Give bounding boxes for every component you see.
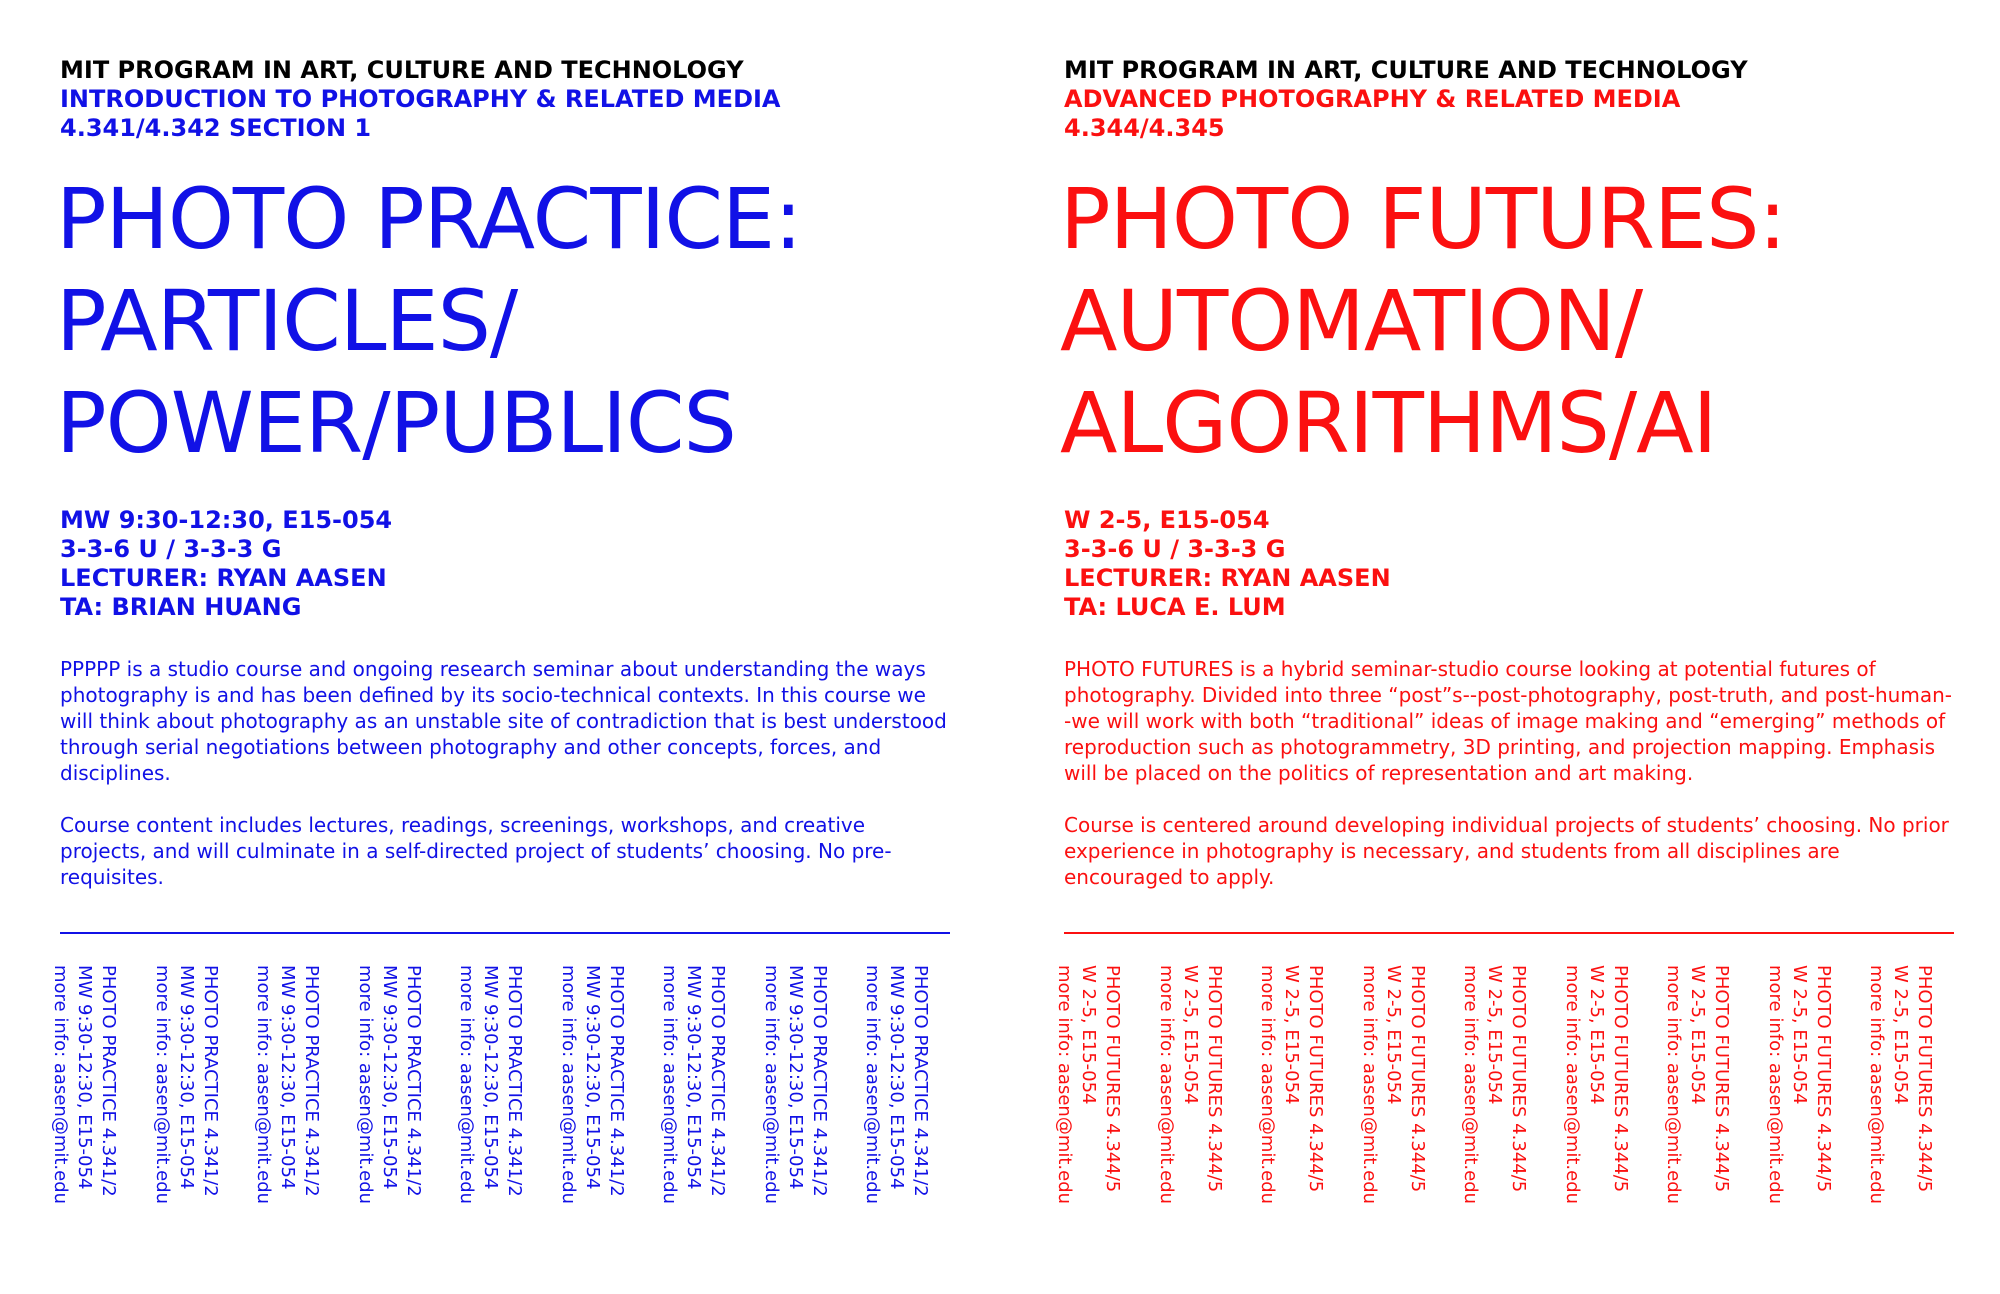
strip-line: more info: aasen@mit.edu <box>1764 965 1786 1205</box>
tear-off-strip <box>1460 965 1530 1265</box>
title-line: AUTOMATION/ <box>1060 272 1643 370</box>
strip-text <box>1763 965 1835 1204</box>
strip-line: PHOTO FUTURES 4.344/5 <box>1609 965 1631 1193</box>
strip-text <box>48 965 120 1204</box>
strip-line: MW 9:30-12:30, E15-054 <box>480 965 501 1190</box>
strip-line: W 2-5, E15-054 <box>1890 965 1911 1105</box>
strip-line: PHOTO FUTURES 4.344/5 <box>1305 965 1326 1193</box>
strip-line: PHOTO PRACTICE 4.341/2 <box>402 965 424 1197</box>
lecturer: LECTURER: RYAN AASEN <box>1064 564 1391 592</box>
tear-off-strip <box>1866 965 1936 1265</box>
strip-text <box>759 965 831 1204</box>
schedule: W 2-5, E15-054 <box>1064 506 1270 534</box>
tear-off-strip <box>1663 965 1733 1265</box>
units: 3-3-6 U / 3-3-3 G <box>1064 535 1286 563</box>
strip-text <box>860 965 932 1204</box>
course-number: 4.341/4.342 SECTION 1 <box>60 114 372 142</box>
header <box>60 56 960 143</box>
strip-line: PHOTO FUTURES 4.344/5 <box>1203 965 1225 1193</box>
program-name: MIT PROGRAM IN ART, CULTURE AND TECHNOLOGY <box>1064 56 1748 84</box>
teaching-assistant: TA: BRIAN HUANG <box>60 593 302 621</box>
strip-line: PHOTO PRACTICE 4.341/2 <box>199 965 221 1197</box>
strip-text <box>251 965 323 1204</box>
strip-text <box>556 965 628 1204</box>
strip-line: more info: aasen@mit.edu <box>862 965 883 1205</box>
strip-line: MW 9:30-12:30, E15-054 <box>378 965 400 1190</box>
strip-line: MW 9:30-12:30, E15-054 <box>74 965 95 1190</box>
strip-line: MW 9:30-12:30, E15-054 <box>683 965 704 1190</box>
tear-off-strip <box>253 965 323 1265</box>
strip-line: W 2-5, E15-054 <box>1788 965 1810 1105</box>
course-name: INTRODUCTION TO PHOTOGRAPHY & RELATED MEDIA <box>60 85 781 113</box>
units: 3-3-6 U / 3-3-3 G <box>60 535 282 563</box>
strip-line: W 2-5, E15-054 <box>1585 965 1607 1105</box>
strip-line: W 2-5, E15-054 <box>1382 965 1404 1105</box>
strip-line: PHOTO PRACTICE 4.341/2 <box>707 965 728 1197</box>
strip-line: more info: aasen@mit.edu <box>557 965 579 1205</box>
strip-line: W 2-5, E15-054 <box>1179 965 1201 1105</box>
title-line: PHOTO PRACTICE: <box>56 170 802 268</box>
strip-line: PHOTO PRACTICE 4.341/2 <box>808 965 830 1197</box>
course-title <box>1060 168 2000 474</box>
strip-line: PHOTO PRACTICE 4.341/2 <box>910 965 931 1197</box>
strip-line: PHOTO PRACTICE 4.341/2 <box>605 965 627 1197</box>
program-name: MIT PROGRAM IN ART, CULTURE AND TECHNOLOGY <box>60 56 744 84</box>
strip-text <box>353 965 425 1204</box>
tear-off-strip <box>354 965 425 1265</box>
description-paragraph: Course is centered around developing individual projects of students’ choosing. No prior experience in photography is necessary, and students from all disciplines are encouraged to apply. <box>1064 813 1949 889</box>
strip-line: PHOTO FUTURES 4.344/5 <box>1914 965 1935 1193</box>
strip-line: MW 9:30-12:30, E15-054 <box>277 965 298 1190</box>
tear-off-strips <box>50 965 950 1265</box>
strip-line: PHOTO FUTURES 4.344/5 <box>1711 965 1732 1193</box>
tear-off-strip <box>1155 965 1226 1265</box>
tear-off-strip <box>760 965 831 1265</box>
course-description <box>1064 656 1954 916</box>
strip-line: PHOTO FUTURES 4.344/5 <box>1406 965 1428 1193</box>
tear-off-strips <box>1054 965 1954 1265</box>
strip-line: MW 9:30-12:30, E15-054 <box>784 965 806 1190</box>
teaching-assistant: TA: LUCA E. LUM <box>1064 593 1286 621</box>
strip-line: more info: aasen@mit.edu <box>253 965 274 1205</box>
strip-text <box>1661 965 1733 1204</box>
tear-off-strip <box>659 965 729 1265</box>
strip-line: PHOTO FUTURES 4.344/5 <box>1812 965 1834 1193</box>
strip-line: PHOTO FUTURES 4.344/5 <box>1102 965 1123 1193</box>
course-info <box>60 506 392 622</box>
strip-line: more info: aasen@mit.edu <box>456 965 477 1205</box>
tear-off-strip <box>1054 965 1124 1265</box>
title-line: ALGORITHMS/AI <box>1060 374 1717 472</box>
tear-off-strip <box>1257 965 1327 1265</box>
strip-line: PHOTO PRACTICE 4.341/2 <box>504 965 525 1197</box>
strip-line: W 2-5, E15-054 <box>1281 965 1302 1105</box>
strip-line: MW 9:30-12:30, E15-054 <box>175 965 197 1190</box>
divider <box>1064 932 1954 934</box>
strip-text <box>1052 965 1124 1204</box>
tear-off-strip <box>1561 965 1632 1265</box>
description-paragraph: Course content includes lectures, readings, screenings, workshops, and creative projects, and will culminate in a self-directed project of students’ choosing. No pre-requisites. <box>60 813 892 889</box>
description-paragraph: PPPPP is a studio course and ongoing research seminar about understanding the ways photography is and has been defined by its socio-technical contexts. In this course we will think about photography as an unstable site of contradiction that is best understood through serial negotiations between photography and other concepts, forces, and disciplines. <box>60 657 947 785</box>
course-title <box>56 168 996 474</box>
title-line: PHOTO FUTURES: <box>1060 170 1786 268</box>
strip-line: PHOTO PRACTICE 4.341/2 <box>98 965 119 1197</box>
strip-line: more info: aasen@mit.edu <box>1257 965 1278 1205</box>
strip-line: PHOTO FUTURES 4.344/5 <box>1508 965 1529 1193</box>
tear-off-strip <box>557 965 628 1265</box>
strip-line: PHOTO PRACTICE 4.341/2 <box>301 965 322 1197</box>
header <box>1064 56 1964 143</box>
strip-line: more info: aasen@mit.edu <box>760 965 782 1205</box>
strip-text <box>657 965 729 1204</box>
tear-off-strip <box>456 965 526 1265</box>
strip-line: MW 9:30-12:30, E15-054 <box>581 965 603 1190</box>
strip-line: more info: aasen@mit.edu <box>1358 965 1380 1205</box>
strip-line: more info: aasen@mit.edu <box>659 965 680 1205</box>
strip-line: W 2-5, E15-054 <box>1687 965 1708 1105</box>
description-paragraph: PHOTO FUTURES is a hybrid seminar-studio course looking at potential futures of photography. Divided into three “post”s--post-photography, post-truth, and post-human--we will work with both “traditional” ideas of image making and “emerging” methods of reproduction such as photogrammetry, 3D printing, and projection mapping. Emphasis will be placed on the politics of representation and art making. <box>1064 657 1952 785</box>
strip-text <box>1357 965 1429 1204</box>
strip-line: more info: aasen@mit.edu <box>1155 965 1177 1205</box>
strip-text <box>150 965 222 1204</box>
course-info <box>1064 506 1391 622</box>
lecturer: LECTURER: RYAN AASEN <box>60 564 387 592</box>
title-line: PARTICLES/ <box>56 272 518 370</box>
tear-off-strip <box>1358 965 1429 1265</box>
strip-text <box>1154 965 1226 1204</box>
tear-off-strip <box>1764 965 1835 1265</box>
strip-line: more info: aasen@mit.edu <box>354 965 376 1205</box>
strip-text <box>1255 965 1327 1204</box>
strip-line: more info: aasen@mit.edu <box>1663 965 1684 1205</box>
strip-line: MW 9:30-12:30, E15-054 <box>886 965 907 1190</box>
strip-line: more info: aasen@mit.edu <box>151 965 173 1205</box>
strip-line: more info: aasen@mit.edu <box>50 965 71 1205</box>
strip-line: more info: aasen@mit.edu <box>1054 965 1075 1205</box>
strip-line: W 2-5, E15-054 <box>1078 965 1099 1105</box>
strip-text <box>1560 965 1632 1204</box>
strip-line: more info: aasen@mit.edu <box>1866 965 1887 1205</box>
tear-off-strip <box>151 965 222 1265</box>
course-description <box>60 656 950 916</box>
tear-off-strip <box>862 965 932 1265</box>
schedule: MW 9:30-12:30, E15-054 <box>60 506 393 534</box>
strip-line: more info: aasen@mit.edu <box>1561 965 1583 1205</box>
title-line: POWER/PUBLICS <box>56 374 736 472</box>
divider <box>60 932 950 934</box>
course-name: ADVANCED PHOTOGRAPHY & RELATED MEDIA <box>1064 85 1681 113</box>
strip-text <box>1458 965 1530 1204</box>
strip-text <box>1864 965 1936 1204</box>
tear-off-strip <box>50 965 120 1265</box>
strip-line: more info: aasen@mit.edu <box>1460 965 1481 1205</box>
strip-line: W 2-5, E15-054 <box>1484 965 1505 1105</box>
course-number: 4.344/4.345 <box>1064 114 1225 142</box>
strip-text <box>454 965 526 1204</box>
